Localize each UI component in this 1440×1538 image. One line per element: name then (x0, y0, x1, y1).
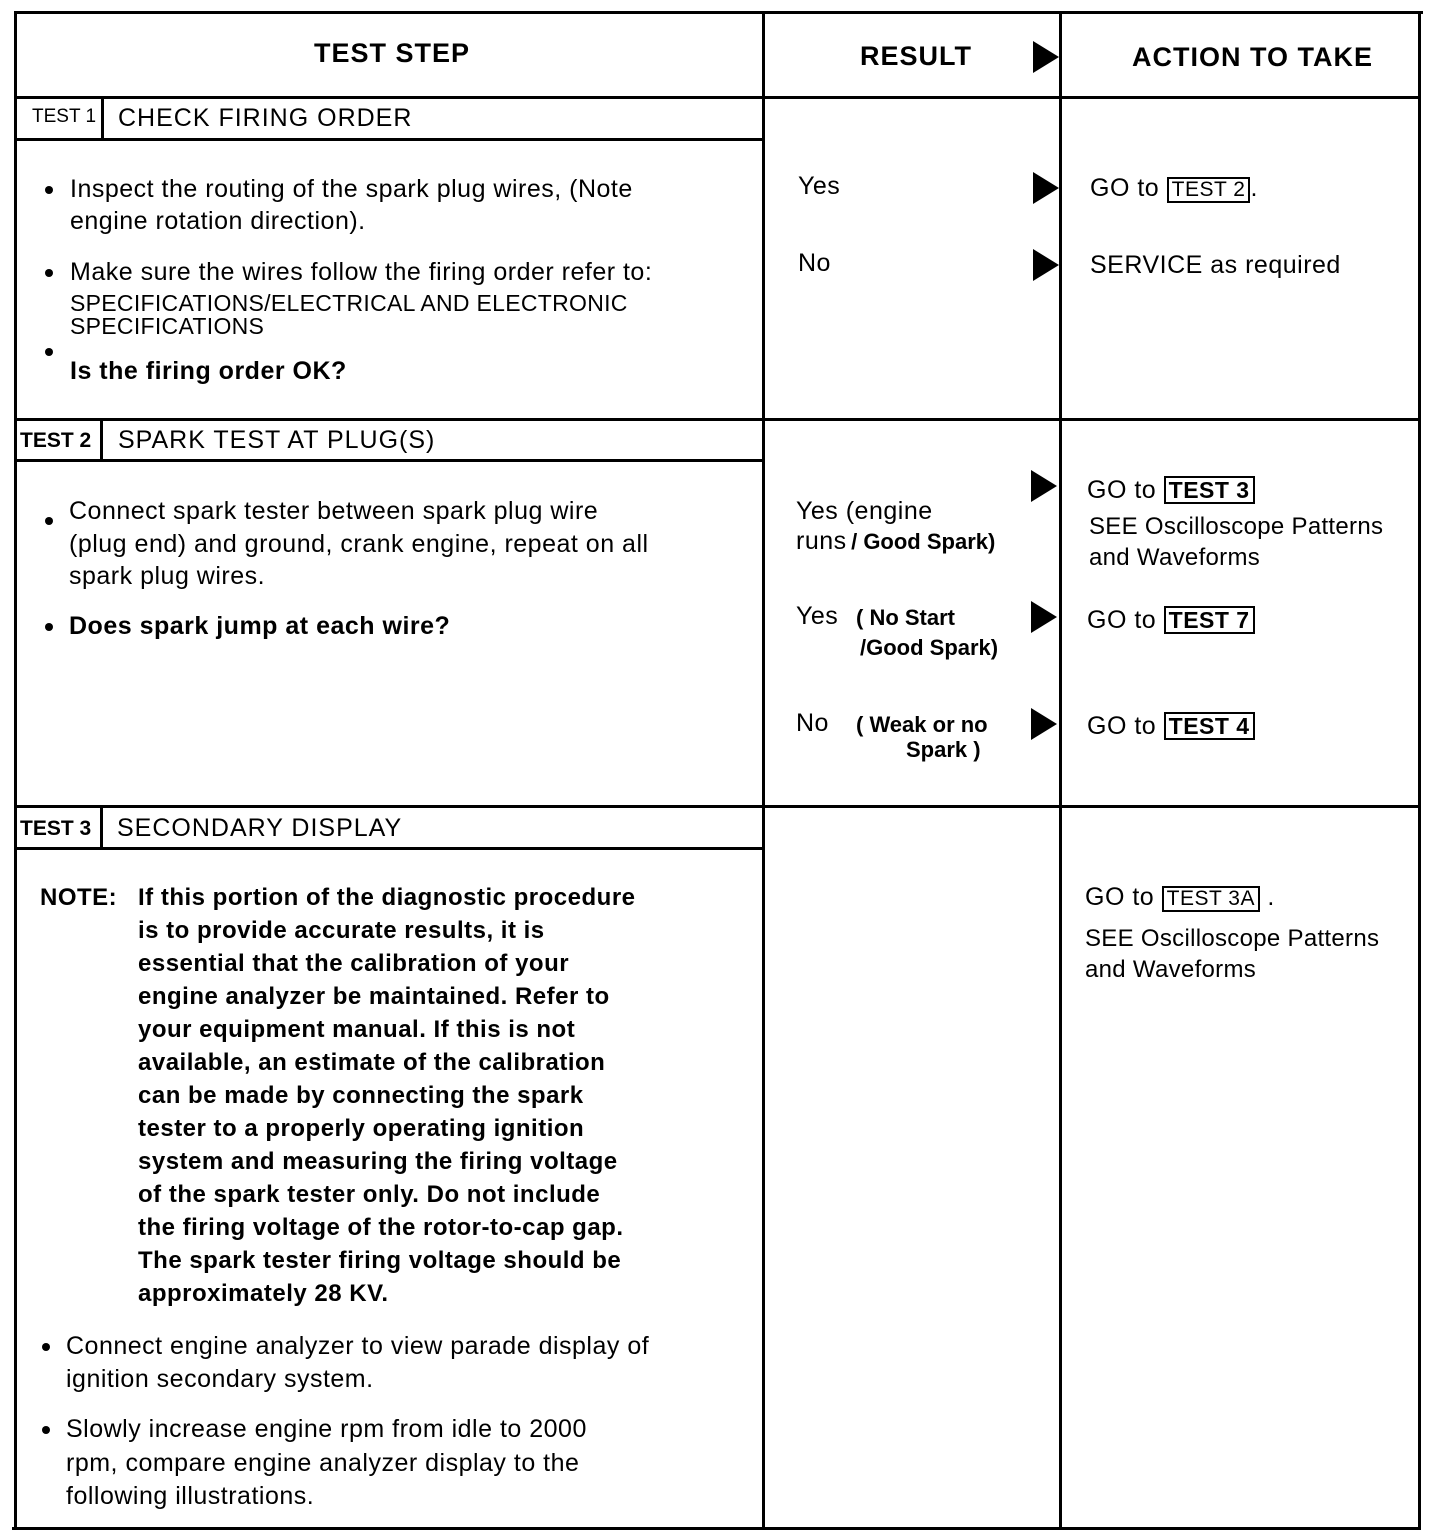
test-3-reference: TEST 3 (1164, 476, 1255, 504)
column-divider-1 (762, 11, 765, 1530)
action-prefix: GO to (1085, 883, 1155, 911)
table-right-border (1418, 11, 1421, 1530)
note-line: your equipment manual. If this is not (138, 1016, 576, 1043)
test2-action-1-sub-1: SEE Oscilloscope Patterns (1089, 513, 1384, 540)
note-line: available, an estimate of the calibration (138, 1049, 606, 1076)
test2-result-3-line-1: ( Weak or no (856, 712, 988, 737)
test2-title: SPARK TEST AT PLUG(S) (118, 426, 436, 454)
header-test-step: TEST STEP (314, 38, 471, 68)
header-divider (16, 96, 1420, 99)
test3-tag-divider (100, 806, 103, 849)
test2-result-3-no: No (796, 709, 829, 737)
bullet-icon (45, 517, 53, 525)
test3-step-2: Slowly increase engine rpm from idle to 2000 (66, 1415, 587, 1443)
table-bottom-border (12, 1527, 1420, 1530)
bullet-icon (45, 186, 53, 194)
action-suffix: . (1267, 883, 1275, 911)
note-line: If this portion of the diagnostic procedure (138, 884, 636, 911)
action-prefix: GO to (1087, 606, 1157, 634)
note-label: NOTE: (40, 884, 118, 911)
test1-result-no: No (798, 249, 831, 277)
test3-tag: TEST 3 (20, 817, 92, 840)
bullet-icon (45, 269, 53, 277)
note-line: the firing voltage of the rotor-to-cap gap. (138, 1214, 624, 1241)
action-suffix: . (1250, 174, 1258, 202)
test2-result-1-line-1: Yes (engine (796, 497, 933, 525)
test1-step-2: Make sure the wires follow the firing order refer to: (70, 258, 653, 286)
test1-spec-line-1: SPECIFICATIONS/ELECTRICAL AND ELECTRONIC (70, 290, 628, 316)
test2-action-1-sub-2: and Waveforms (1089, 544, 1261, 571)
test1-action-yes (1090, 176, 1258, 203)
test2-tag: TEST 2 (20, 429, 92, 452)
test2-title-divider (16, 459, 764, 462)
bullet-icon (42, 1426, 50, 1434)
result-arrow-icon (1031, 708, 1057, 740)
result-runs: runs (796, 527, 847, 555)
bullet-icon (42, 1343, 50, 1351)
test-3a-reference: TEST 3A (1162, 886, 1260, 912)
note-line: engine analyzer be maintained. Refer to (138, 983, 610, 1010)
test3-action-sub-2: and Waveforms (1085, 956, 1257, 983)
note-line: can be made by connecting the spark (138, 1082, 584, 1109)
test1-question: Is the firing order OK? (70, 357, 347, 385)
bullet-icon (45, 348, 53, 356)
test2-step-1: Connect spark tester between spark plug wire (69, 497, 599, 525)
result-arrow-icon (1031, 601, 1057, 633)
test2-action-2 (1087, 606, 1255, 634)
test1-tag: TEST 1 (32, 106, 97, 127)
test1-action-no: SERVICE as required (1090, 251, 1341, 279)
test1-tag-divider (101, 97, 104, 139)
note-line: tester to a properly operating ignition (138, 1115, 585, 1142)
test1-step-1: Inspect the routing of the spark plug wires, (Note (70, 175, 633, 203)
test3-step-2-cont-2: following illustrations. (66, 1482, 315, 1510)
result-arrow-icon (1031, 470, 1057, 502)
test-2-reference: TEST 2 (1167, 177, 1251, 203)
table-left-border (14, 11, 17, 1530)
test1-spec-line-2: SPECIFICATIONS (70, 313, 265, 339)
test1-step-1-cont: engine rotation direction). (70, 207, 366, 235)
note-line: essential that the calibration of your (138, 950, 570, 977)
result-arrow-icon (1033, 249, 1059, 281)
test3-step-1: Connect engine analyzer to view parade display of (66, 1332, 650, 1360)
table-top-border (16, 11, 1423, 14)
header-action: ACTION TO TAKE (1132, 42, 1373, 72)
test3-step-1-cont: ignition secondary system. (66, 1365, 374, 1393)
test2-action-3 (1087, 712, 1255, 740)
header-result: RESULT (860, 41, 972, 71)
column-divider-2 (1059, 11, 1062, 1530)
action-prefix: GO to (1090, 174, 1160, 202)
test1-title-divider (16, 138, 764, 141)
test1-result-yes: Yes (798, 172, 841, 200)
test3-step-2-cont-1: rpm, compare engine analyzer display to the (66, 1449, 580, 1477)
test2-result-1-line-2 (796, 529, 995, 554)
note-line: approximately 28 KV. (138, 1280, 389, 1307)
header-arrow-icon (1033, 41, 1059, 73)
test3-title-divider (16, 847, 764, 850)
note-line: of the spark tester only. Do not include (138, 1181, 601, 1208)
test2-result-3-line-2: Spark ) (906, 737, 981, 762)
test2-question: Does spark jump at each wire? (69, 612, 451, 640)
test2-result-2-line-2: /Good Spark) (860, 635, 999, 660)
test-7-reference: TEST 7 (1164, 606, 1255, 634)
test-4-reference: TEST 4 (1164, 712, 1255, 740)
test3-title: SECONDARY DISPLAY (117, 814, 403, 842)
test2-bottom-divider (16, 805, 1420, 808)
test3-action (1085, 885, 1275, 912)
test3-action-sub-1: SEE Oscilloscope Patterns (1085, 925, 1380, 952)
note-line: system and measuring the firing voltage (138, 1148, 618, 1175)
note-line: The spark tester firing voltage should be (138, 1247, 622, 1274)
test2-tag-divider (100, 419, 103, 461)
test2-step-1-cont-1: (plug end) and ground, crank engine, repeat on all (69, 530, 649, 558)
note-line: is to provide accurate results, it is (138, 917, 545, 944)
result-arrow-icon (1033, 172, 1059, 204)
action-prefix: GO to (1087, 476, 1157, 504)
test2-action-1 (1087, 476, 1255, 504)
result-good-spark: / Good Spark) (851, 529, 996, 554)
test2-step-1-cont-2: spark plug wires. (69, 562, 266, 590)
test1-title: CHECK FIRING ORDER (118, 104, 413, 132)
test2-result-2-yes: Yes (796, 602, 839, 630)
test1-bottom-divider (16, 418, 1420, 421)
bullet-icon (45, 623, 53, 631)
test2-result-2-line-1: ( No Start (856, 605, 955, 630)
action-prefix: GO to (1087, 712, 1157, 740)
